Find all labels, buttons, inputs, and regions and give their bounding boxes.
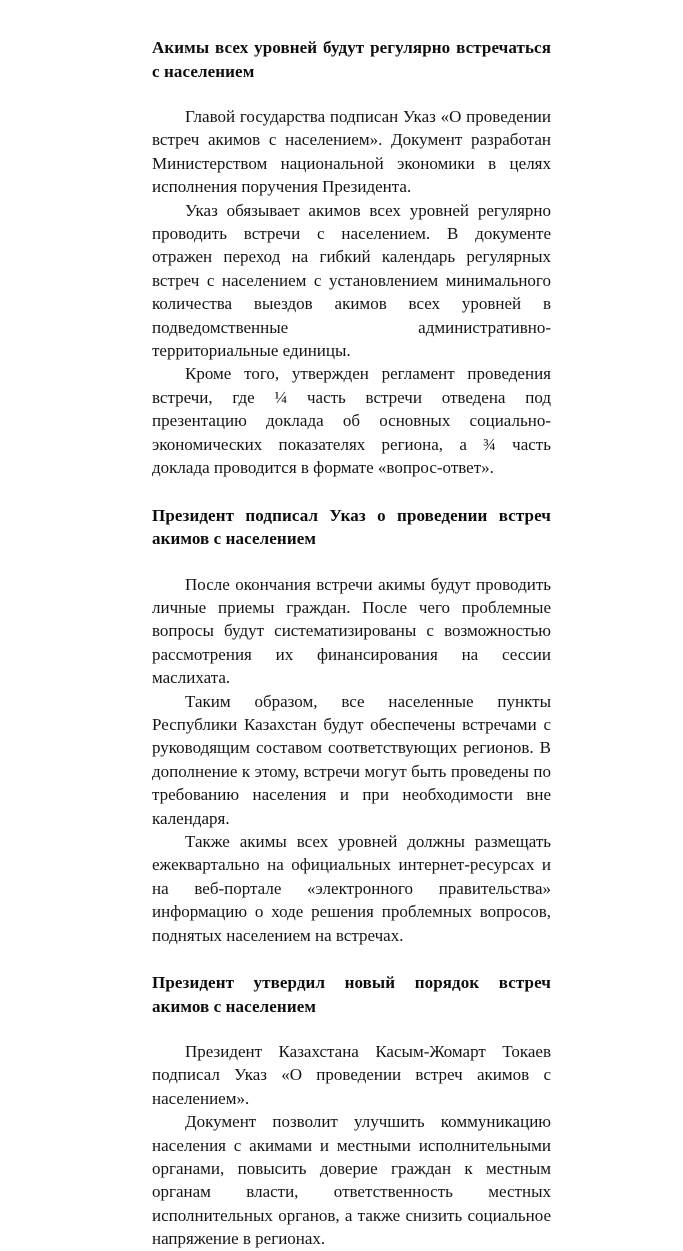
document-body: [152, 36, 551, 1251]
para-krome-togo: Кроме того, утвержден регламент проведения встречи, где ¼ часть встречи отведена под презентацию доклада об основных социально-экономических показателях региона, а ¾ часть доклада проводится в формате «вопрос-ответ».: [152, 364, 551, 478]
para-takzhe-akimy: Также акимы всех уровней должны размещать ежеквартально на официальных интернет-ресурсах и на веб-портале «электронного правительства» информацию о ходе решения проблемных вопросов, поднятых населением на встречах.: [152, 831, 551, 945]
heading-prezident-utverdil: Президент утвердил новый порядок встреч акимов с населением: [152, 973, 551, 1016]
para-takim-obrazom: Таким образом, все населенные пункты Республики Казахстан будут обеспечены встречами с руководящим составом соответствующих регионов. В дополнение к этому, встречи могут быть проведены по требованию населения и при необходимости вне календаря.: [152, 691, 551, 828]
heading-akimy-vsekh-urovney: Акимы всех уровней будут регулярно встречаться с населением: [152, 38, 551, 81]
heading-prezident-podpisal-ukaz: Президент подписал Указ о проведении встреч акимов с населением: [152, 505, 551, 548]
para-glavoy-gosudarstva: Главой государства подписан Указ «О проведении встреч акимов с населением». Документ разработан Министерством национальной экономики в целях исполнения поручения Президента.: [152, 107, 551, 197]
para-posle-okonchaniya: После окончания встречи акимы будут проводить личные приемы граждан. После чего проблемные вопросы будут систематизированы с возможностью рассмотрения их финансирования на сессии маслихата.: [152, 574, 551, 688]
para-prezident-kazakhstana: Президент Казахстана Касым-Жомарт Токаев подписал Указ «О проведении встреч акимов с населением».: [152, 1042, 551, 1108]
para-dokument-pozvolit: Документ позволит улучшить коммуникацию населения с акимами и местными исполнительными органами, повысить доверие граждан к местным органам власти, ответственность местных исполнительных органов, а также снизить социальное напряжение в регионах.: [152, 1112, 551, 1249]
para-ukaz-obyazyvaet: Указ обязывает акимов всех уровней регулярно проводить встречи с населением. В документе отражен переход на гибкий календарь регулярных встреч с населением с установлением минимального количества выездов акимов всех уровней в подведомственные административно-территориальные единицы.: [152, 200, 551, 361]
